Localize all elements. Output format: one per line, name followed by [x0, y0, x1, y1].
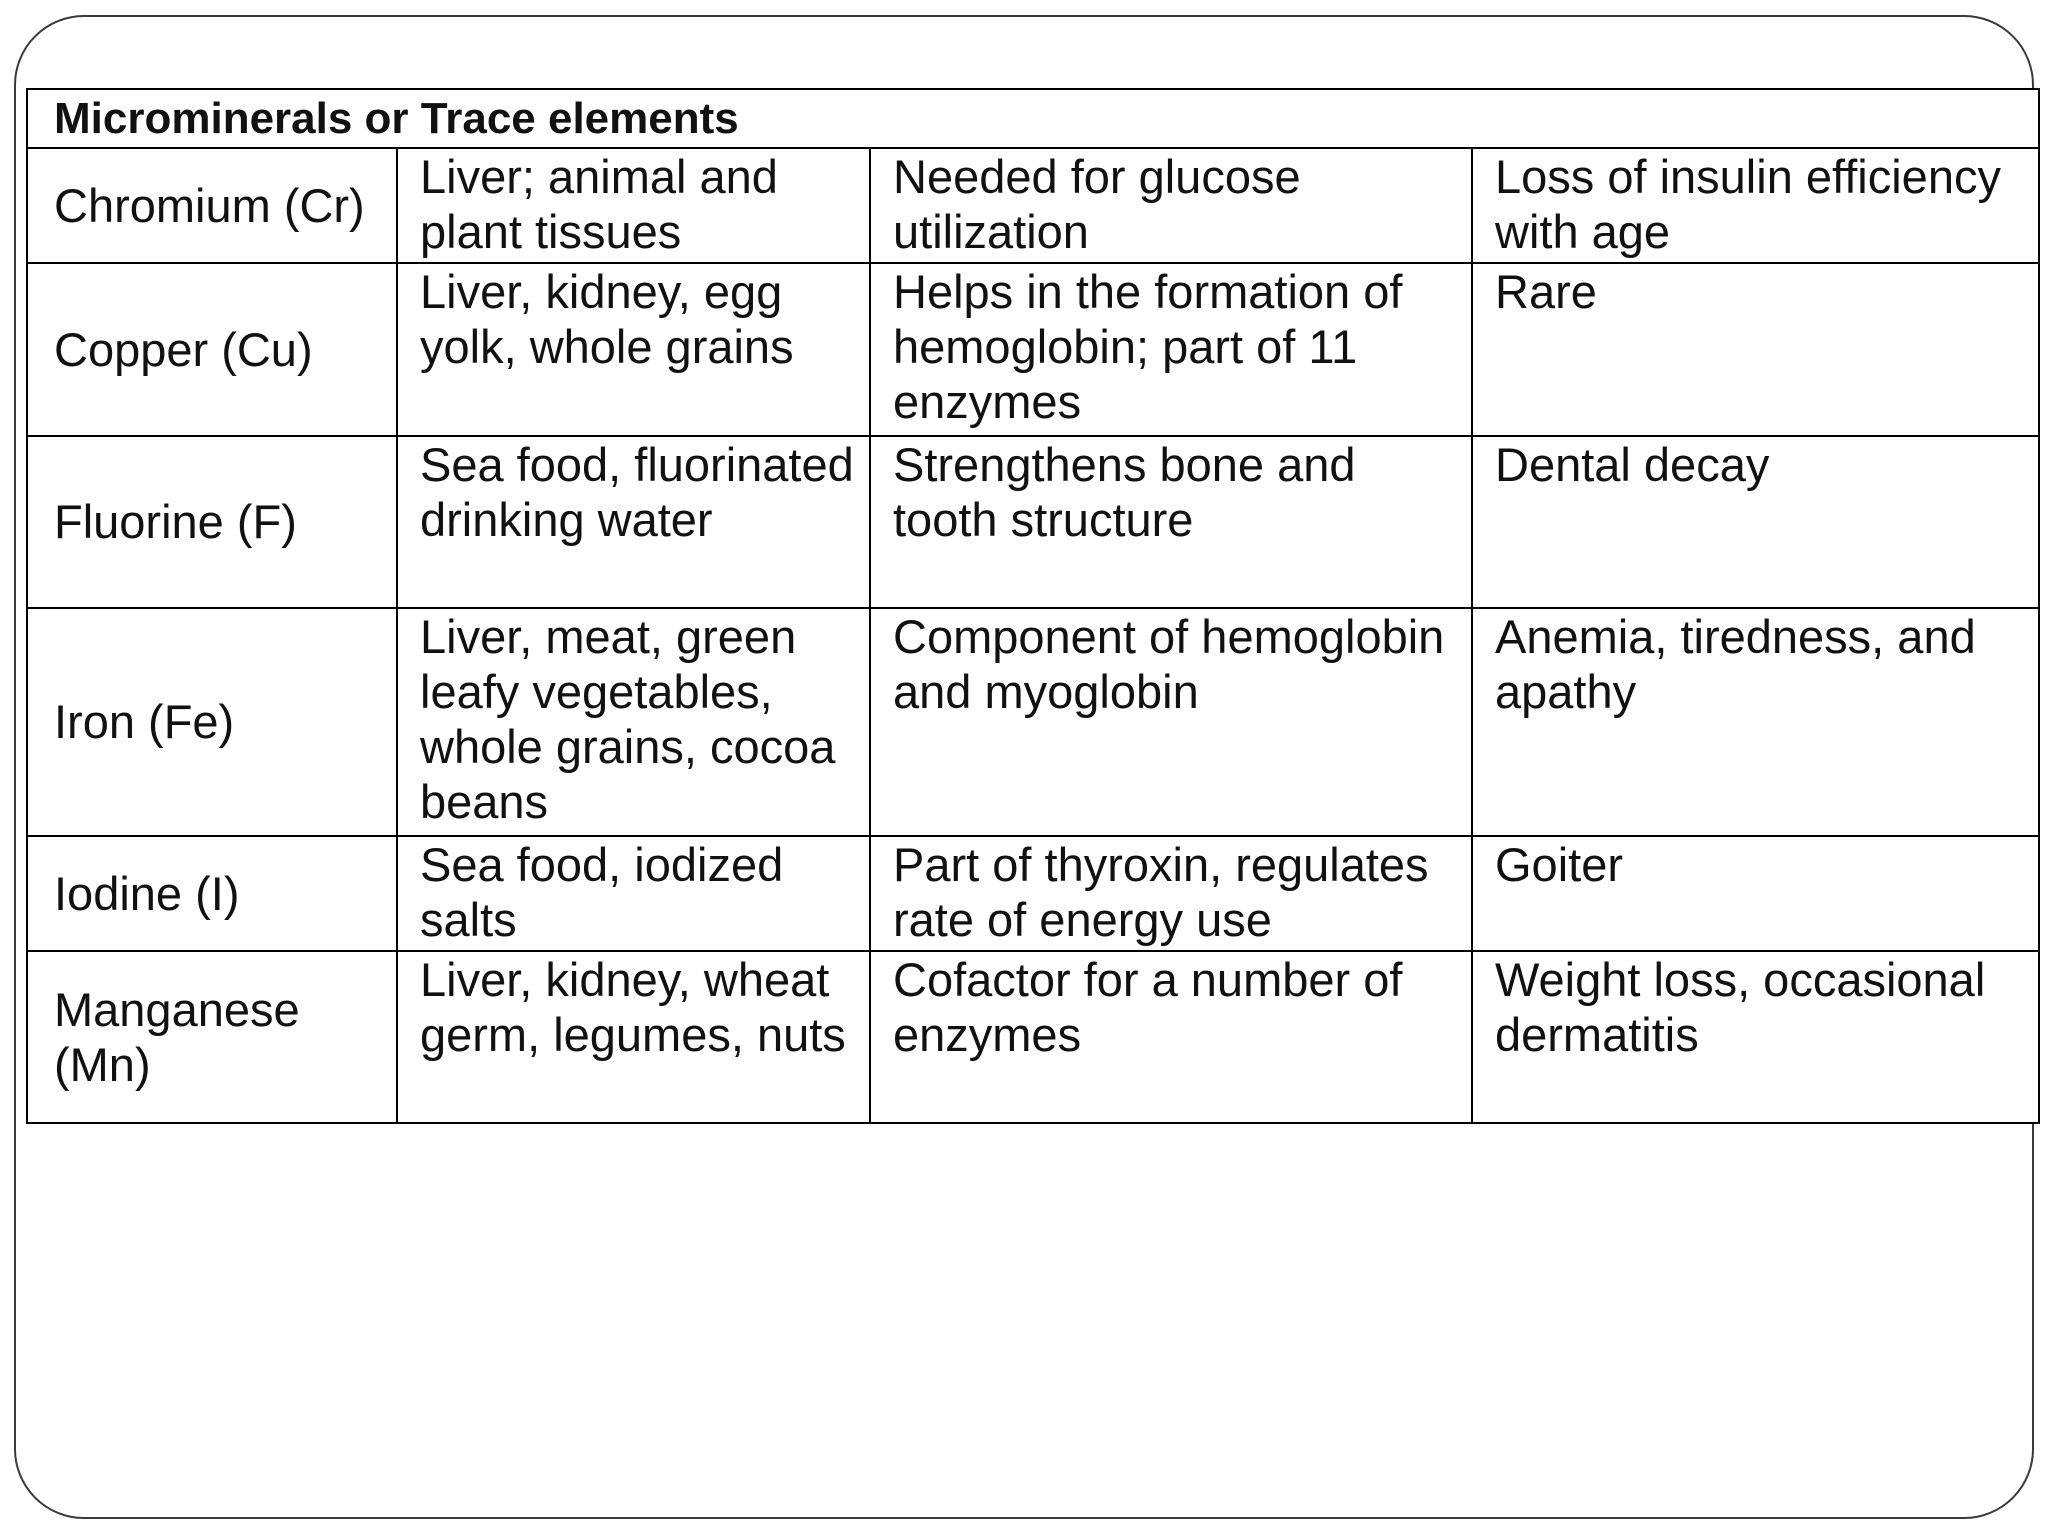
- deficiency-cell: Loss of insulin efficiency with age: [1472, 148, 2039, 263]
- function-cell: Needed for glucose utilization: [870, 148, 1472, 263]
- element-name-cell: Iodine (I): [27, 836, 397, 951]
- food-sources-cell: Liver, meat, green leafy vegetables, whole grains, cocoa beans: [397, 608, 870, 836]
- function-cell: Part of thyroxin, regulates rate of energy use: [870, 836, 1472, 951]
- food-sources-cell: Liver; animal and plant tissues: [397, 148, 870, 263]
- food-sources-cell: Sea food, fluorinated drinking water: [397, 436, 870, 608]
- food-sources-cell: Liver, kidney, egg yolk, whole grains: [397, 263, 870, 435]
- table-row: [27, 263, 2039, 435]
- function-cell: Component of hemoglobin and myoglobin: [870, 608, 1472, 836]
- function-cell: Cofactor for a number of enzymes: [870, 951, 1472, 1123]
- element-name-cell: Fluorine (F): [27, 436, 397, 608]
- function-cell: Strengthens bone and tooth structure: [870, 436, 1472, 608]
- element-name-cell: Manganese (Mn): [27, 951, 397, 1123]
- table-title: Microminerals or Trace elements: [27, 89, 2039, 148]
- deficiency-cell: Goiter: [1472, 836, 2039, 951]
- deficiency-cell: Weight loss, occasional dermatitis: [1472, 951, 2039, 1123]
- table-row: [27, 608, 2039, 836]
- food-sources-cell: Liver, kidney, wheat germ, legumes, nuts: [397, 951, 870, 1123]
- minerals-table-container: [26, 88, 2038, 1124]
- table-title-row: [27, 89, 2039, 148]
- minerals-table: [26, 88, 2040, 1124]
- element-name-cell: Copper (Cu): [27, 263, 397, 435]
- table-row: [27, 436, 2039, 608]
- table-row: [27, 951, 2039, 1123]
- table-row: [27, 148, 2039, 263]
- element-name-cell: Chromium (Cr): [27, 148, 397, 263]
- deficiency-cell: Anemia, tiredness, and apathy: [1472, 608, 2039, 836]
- element-name-cell: Iron (Fe): [27, 608, 397, 836]
- deficiency-cell: Rare: [1472, 263, 2039, 435]
- food-sources-cell: Sea food, iodized salts: [397, 836, 870, 951]
- table-row: [27, 836, 2039, 951]
- function-cell: Helps in the formation of hemoglobin; part of 11 enzymes: [870, 263, 1472, 435]
- deficiency-cell: Dental decay: [1472, 436, 2039, 608]
